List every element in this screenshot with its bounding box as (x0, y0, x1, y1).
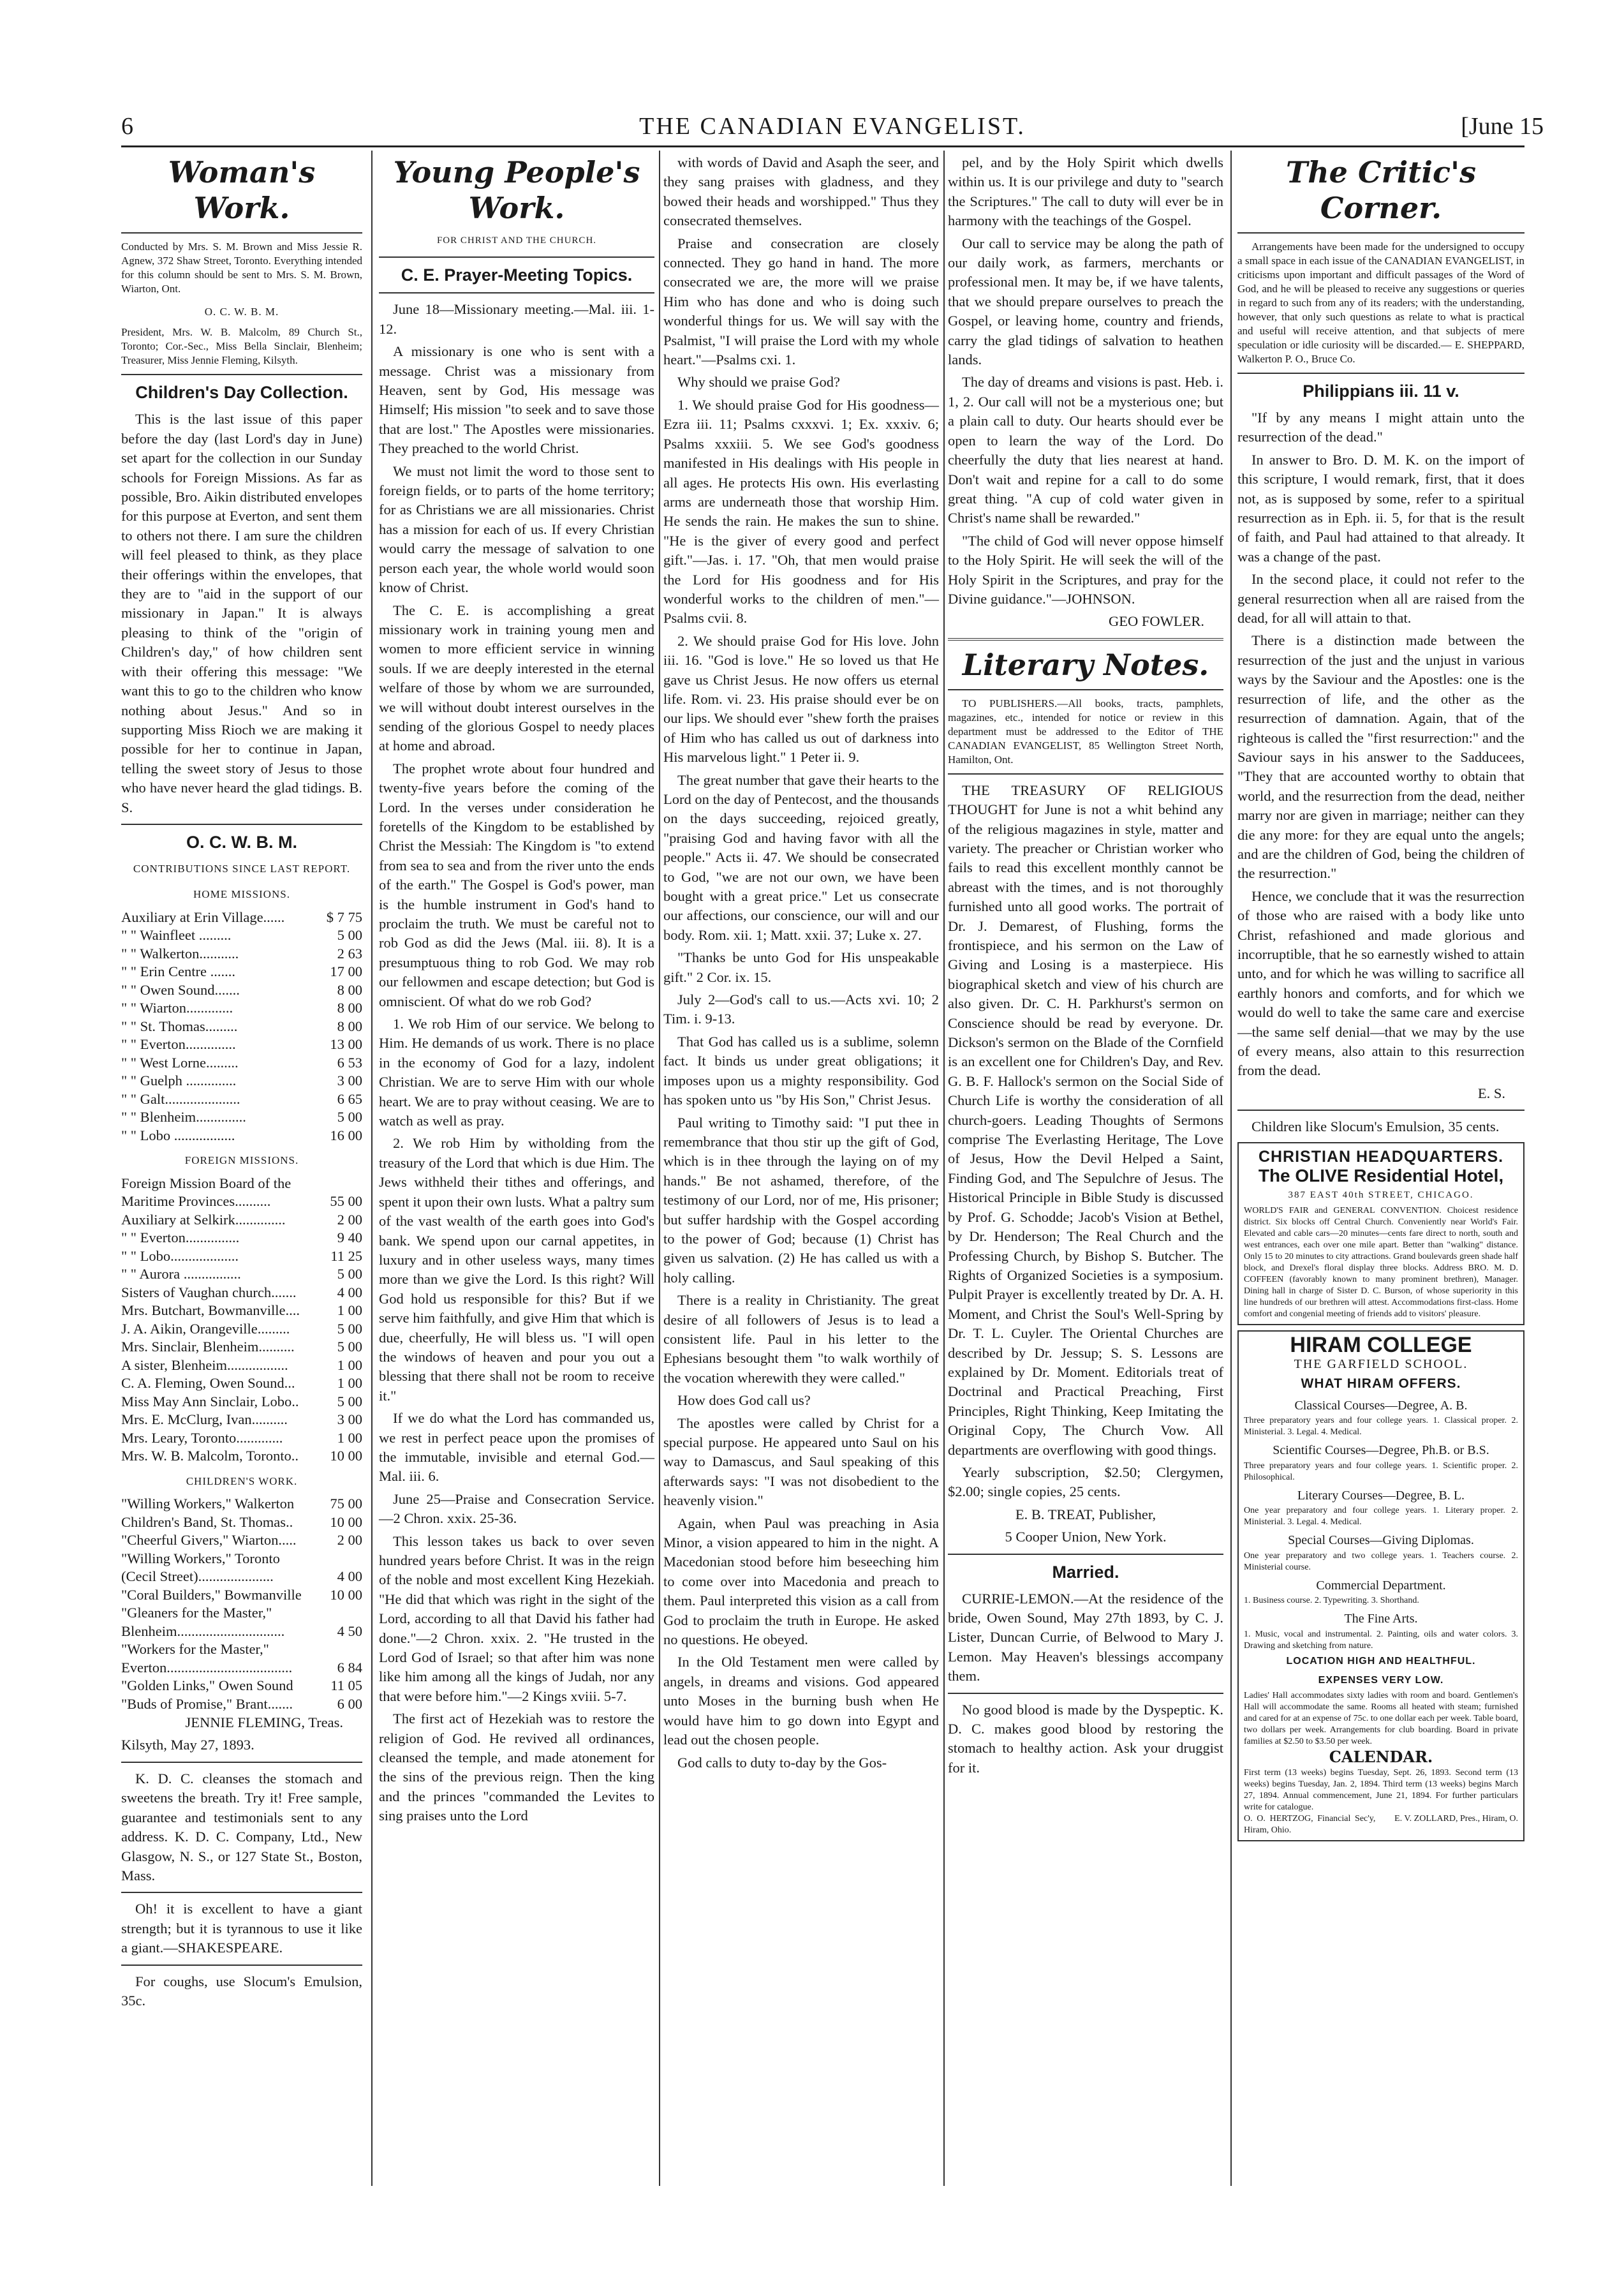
paragraph: 2. We rob Him by witholding from the treasury of the Lord that which is due Him. The Jews withheld their tithes and offerings, and spent it upon their own lusts. What a paltry sum of the vast wealth of the earth goes into God's bank. We spend upon our carnal appetites, in luxury and in other useless ways, many times more than we give the Lord. Is this right? Will God hold us responsible for this? But if we serve him faithfully, and give Him that which is due, cheerfully, He will bless us. "I will open the windows of heaven and pour you out a blessing that there shall not be room to receive it." (379, 1135, 654, 1404)
foreign-missions-table (121, 1175, 362, 1466)
page-header (121, 107, 1544, 140)
row-label: "Buds of Promise," Brant....... (121, 1695, 293, 1712)
married-title: Married. (1052, 1562, 1119, 1582)
row-label: Mrs. E. McClurg, Ivan.......... (121, 1411, 288, 1428)
divider (1237, 232, 1524, 234)
row-label: " " Guelph .............. (121, 1073, 237, 1089)
row-amount: 11 25 (330, 1247, 362, 1264)
paragraph: THE TREASURY OF RELIGIOUS THOUGHT for June is not a whit behind any of the religious magazines in style, matter and variety. The preacher or Christian worker who fails to read this excellent monthly cannot be abreast with the times, and is not thoroughly furnished unto all good works. The portrait of Dr. J. Demarest, of Flushing, forms the frontispiece, and his sermon on the Law of Giving and Losing is a masterpiece. His biographical sketch and view of his church are also given. Dr. C. H. Parkhurst's sermon on Conscience should be read by everyone. Dr. Dickson's sermon on the Blade of the Cornfield is an excellent one for Children's Day, and Rev. G. B. F. Hallock's sermon on the Social Side of Church Life is worthy the consideration of all church-goers. Leading Thoughts of Sermons comprise The Everlasting Heritage, The Love of Jesus, How the Devil Helped a Saint, Finding God, and The Sepulchre of Jesus. The Historical Principle in Bible Study is discussed by Prof. G. Schodde; Jacob's Vision at Bethel, by Dr. Henderson; The Real Church and the Professing Church, by Bishop S. Butcher. The Rights of Organized Societies is a symposium. Pulpit Prayer is excellently treated by Dr. A. H. Moment, and Christ the Soul's Well-Spring by Dr. T. L. Cuyler. The Oriental Churches are described by Dr. Jessup; S. S. Lessons are explained by Dr. Moment. Editorials treat of Doctrinal and Practical Preaching, First Principles, Right Thinking, Keep Imitating the Original Copy, The Church Vow. All departments are overflowing with good things. (948, 782, 1223, 1458)
table-row (121, 981, 362, 1000)
paragraph: The C. E. is accomplishing a great missionary work in training young men and women to more efficient service in winning souls. If we are deeply interested in the eternal welfare of those by whom we are surrounded, we will without doubt interest ourselves in the sending of the glorious Gospel to needy places at home and abroad. (379, 602, 654, 754)
section-title-womans-work: Woman's Work. (168, 155, 316, 225)
article-body (379, 300, 654, 1825)
paragraph: A missionary is one who is sent with a message. Christ was a missionary from Heaven, sent by God, His message was Himself; His mission "to seek and to save those that are lost." The Apostles were missionaries. They preached to the world Christ. (379, 343, 654, 457)
section-title-literary-notes: Literary Notes. (962, 647, 1209, 682)
row-label: Mrs. Leary, Toronto............. (121, 1429, 283, 1446)
slocum-notice: Children like Slocum's Emulsion, 35 cents. (1251, 1118, 1500, 1135)
table-row (121, 1302, 362, 1320)
paragraph: In the Old Testament men were called by angels, in dreams and visions. God appeared unto Moses in the burning bush when He would have him to go down into Egypt and lead out the chosen people. (663, 1654, 939, 1748)
table-row (121, 1338, 362, 1356)
row-amount: 8 00 (337, 981, 362, 998)
row-label: " " Galt..................... (121, 1090, 240, 1107)
hiram-college-ad (1237, 1330, 1524, 1841)
table-row (121, 1623, 362, 1641)
paragraph: June 25—Praise and Consecration Service.—2 Chron. xxix. 25-36. (379, 1490, 654, 1527)
row-label: "Willing Workers," Toronto (121, 1550, 280, 1566)
row-amount: 5 00 (337, 1339, 362, 1355)
paragraph: The great number that gave their hearts to the Lord on the day of Pentecost, and the thousands on the days succeeding, rejoiced greatly, "praising God and having favor with all the people." Acts ii. 47. We should be consecrated to God, "we are not our own, we have been bought with a great price." Let us consecrate our affections, our conscience, our will and our body. Rom. xii. 1; Matt. xxii. 37; Luke x. 27. (663, 771, 939, 943)
officers-list: President, Mrs. W. B. Malcolm, 89 Church St., Toronto; Cor.-Sec., Miss Bella Sinclair, Blenheim; Treasurer, Miss Jennie Fleming, Kilsyth. (121, 326, 362, 367)
divider (121, 1965, 362, 1966)
literary-notes-body (948, 781, 1223, 1502)
dyspeptic-ad: No good blood is made by the Dyspeptic. K. D. C. makes good blood by restoring the stomach to healthy action. Ask your druggist for it. (948, 1701, 1223, 1776)
paragraph: The day of dreams and visions is past. Heb. i. 1, 2. Our call will not be a mysterious one; but a plain call to duty. Our hearts should ever be open to learn the way of the Lord. Do cheerfully the duty that lies nearest at hand. Don't wait and repine for a call to do some great thing. "A cup of cold water given in Christ's name shall be rewarded." (948, 374, 1223, 526)
row-label: Auxiliary at Selkirk.............. (121, 1211, 286, 1228)
divider (1237, 1110, 1524, 1111)
table-row (121, 999, 362, 1018)
column-four (948, 153, 1223, 1781)
divider (948, 1554, 1223, 1555)
childrens-work-heading: CHILDREN'S WORK. (186, 1475, 298, 1487)
table-row (121, 1429, 362, 1448)
row-label: " " St. Thomas......... (121, 1018, 238, 1034)
scientific-course: Scientific Courses—Degree, Ph.B. or B.S. (1273, 1443, 1489, 1458)
paragraph: In answer to Bro. D. M. K. on the import of this scripture, I would remark, first, that it does not, as is supposed by some, refer to a spiritual resurrection as in Eph. ii. 5, for that is the result of faith, and Paul had attained to that already. It was a change of the past. (1237, 451, 1524, 565)
literary-course: Literary Courses—Degree, B. L. (1297, 1488, 1465, 1503)
paragraph: God calls to duty to-day by the Gos- (677, 1754, 887, 1771)
commercial-department: Commercial Department. (1316, 1578, 1446, 1593)
column-critics-corner (1237, 153, 1524, 1841)
hotel-address: 387 EAST 40th STREET, CHICAGO. (1288, 1190, 1474, 1201)
paragraph: 1. We should praise God for His goodness—Ezra iii. 11; Psalms cxxxvi. 1; Ex. xxxiv. 6; Psalms xxxiii. 5. We see God's goodness manifested in His dealings with His people in all ages. He protects His own. His everlasting arms are underneath those that worship Him. He sends the rain. He makes the sun to shine. "He is the giver of every good and perfect gift."—Jas. i. 17. "Oh, that men would praise the Lord for His goodness and for His wonderful works to the children of men."—Psalms cvii. 8. (663, 396, 939, 627)
row-amount: 6 84 (337, 1659, 362, 1675)
paragraph: Our call to service may be along the path of our daily work, as farmers, merchants or professional men. It may be, if we have talents, that we should prepare ourselves to preach the Gospel, or leaving home, country and friends, carry the glad tidings of salvation to heathen lands. (948, 235, 1223, 368)
offers-heading: WHAT HIRAM OFFERS. (1301, 1376, 1461, 1391)
financial-secretary: O. O. HERTZOG, Financial Sec'y, Hiram, Ohio. (1244, 1813, 1376, 1835)
table-row (121, 1640, 362, 1659)
row-amount: 55 00 (330, 1193, 362, 1210)
marriage-notice: CURRIE-LEMON.—At the residence of the bride, Owen Sound, May 27th 1893, by C. J. Lister, Duncan Currie, of Belwood to Mary J. Lemon. May Heaven's blessings accompany them. (948, 1590, 1223, 1684)
table-row (121, 1586, 362, 1605)
conductors-note: Conducted by Mrs. S. M. Brown and Miss Jessie R. Agnew, 372 Shaw Street, Toronto. Everything intended for this column should be sent to Mrs. S. M. Brown, Wiarton, Ont. (121, 241, 362, 295)
critics-heading: Philippians iii. 11 v. (1303, 382, 1459, 401)
row-label: " " Everton............... (121, 1229, 240, 1246)
divider (379, 292, 654, 293)
literary-detail: One year preparatory and four college years. 1. Literary proper. 2. Ministerial. 3. Legal. 4. Medical. (1244, 1506, 1518, 1527)
row-amount: 2 00 (337, 1211, 362, 1228)
row-amount: 16 00 (330, 1127, 362, 1143)
expenses-line: EXPENSES VERY LOW. (1318, 1674, 1444, 1686)
olive-hotel-ad (1237, 1142, 1524, 1325)
table-row (121, 1036, 362, 1054)
paragraph: 2. We should praise God for His love. John iii. 16. "God is love." He so loved us that He gave us Christ Jesus. He now offers us eternal life. Rom. vi. 23. His praise should ever be on our lips. We should ever "shew forth the praises of Him who has called us out of darkness into His marvelous light." 1 Peter ii. 9. (663, 632, 939, 766)
special-detail: One year preparatory and two college years. 1. Teachers course. 2. Ministerial course. (1244, 1550, 1518, 1572)
column-three (663, 153, 939, 1776)
row-label: " " Blenheim.............. (121, 1109, 246, 1125)
table-row (121, 1447, 362, 1466)
column-divider (371, 151, 373, 2186)
table-row (121, 1604, 362, 1623)
column-divider (943, 151, 945, 2186)
article-body (948, 153, 1223, 609)
paragraph: There is a reality in Christianity. The great desire of all followers of Jesus is to lead a consistent life. Paul in his letter to the Ephesians besought them "to walk worthily of the vocation wherewith they were called." (663, 1292, 939, 1386)
table-row (121, 1211, 362, 1229)
row-label: Blenheim.............................. (121, 1623, 285, 1639)
divider (948, 773, 1223, 775)
table-row (121, 1108, 362, 1127)
row-amount: 75 00 (330, 1496, 362, 1512)
paragraph: July 2—God's call to us.—Acts xvi. 10; 2 Tim. i. 9-13. (663, 992, 939, 1027)
table-row (121, 945, 362, 963)
table-row (121, 1659, 362, 1677)
publishers-note: TO PUBLISHERS.—All books, tracts, pamphlets, magazines, etc., intended for notice or review in this department must be addressed to the Editor of THE CANADIAN EVANGELIST, 85 Wellington Street North, Hamilton, Ont. (948, 697, 1223, 766)
paragraph: The prophet wrote about four hundred and twenty-five years before the coming of the Lord. In the verses under consideration he foretells of the Kingdom to be established by Christ the Messiah: The Kingdom is "to extend from sea to sea and from the river unto the ends of the earth." The Gospel is God's power, man is the humble instrument in God's hand to proclaim the truth. We must be careful not to rob God as did the Jews (Mal. iii. 8). It is a presumptuous thing to rob God. We may rob our fellowmen and escape detection; but God is omniscient. Of what do we rob God? (379, 760, 654, 1009)
row-label: Children's Band, St. Thomas.. (121, 1513, 293, 1530)
calendar-heading: CALENDAR. (1329, 1748, 1433, 1767)
row-label: "Willing Workers," Walkerton (121, 1496, 295, 1512)
hotel-name: The OLIVE Residential Hotel, (1258, 1166, 1504, 1186)
critics-intro: Arrangements have been made for the undersigned to occupy a small space in each issue of the CANADIAN EVANGELIST, in criticisms upon important and difficult passages of the Word of God, and he will be pleased to receive any suggestions or queries in regard to such from any of its readers; with the understanding, however, that only such questions as relate to what is practical and useful will receive attention, and that subjects of mere speculation or idle curiosity will be discarded.— E. SHEPPARD, Walkerton P. O., Bruce Co. (1237, 241, 1524, 365)
row-label: "Coral Builders," Bowmanville (121, 1586, 302, 1603)
row-amount: 10 00 (330, 1448, 362, 1464)
paragraph: June 18—Missionary meeting.—Mal. iii. 1-12. (379, 301, 654, 337)
row-amount: 8 00 (337, 1000, 362, 1016)
row-amount: 10 00 (330, 1513, 362, 1530)
table-row (121, 1247, 362, 1266)
society-name: O. C. W. B. M. (204, 306, 279, 318)
article-body (1237, 408, 1524, 1081)
table-row (121, 1495, 362, 1513)
column-womans-work (121, 153, 362, 2014)
table-row (121, 1320, 362, 1339)
table-row (121, 1090, 362, 1109)
report-title: O. C. W. B. M. (186, 832, 297, 852)
report-subtitle: CONTRIBUTIONS SINCE LAST REPORT. (133, 862, 351, 875)
row-label: J. A. Aikin, Orangeville......... (121, 1320, 290, 1337)
row-amount: 4 00 (337, 1568, 362, 1585)
table-row (121, 1265, 362, 1284)
table-row (121, 1072, 362, 1090)
paragraph: There is a distinction made between the resurrection of the just and the unjust in various ways by the Saviour and the Apostles: one is the resurrection of life, and the other as the resurrection of damnation. Again, that of the righteous is called the "first resurrection:" and the Saviour says in his answer to the Sadducees, "They that are accounted worthy to obtain that world, and the resurrection from the dead, neither marry nor are given in marriage; neither can they die any more: for they are equal unto the angels; and are the children of God, being the children of the resurrection." (1237, 632, 1524, 882)
row-amount: 5 00 (337, 1109, 362, 1125)
scientific-detail: Three preparatory years and four college years. 1. Scientific proper. 2. Philosophical. (1244, 1460, 1518, 1482)
row-label: Mrs. W. B. Malcolm, Toronto.. (121, 1448, 299, 1464)
row-amount: 3 00 (337, 1073, 362, 1089)
table-row (121, 1127, 362, 1145)
row-label: "Gleaners for the Master," (121, 1605, 272, 1621)
row-label: " " Lobo................... (121, 1247, 239, 1264)
table-row (121, 1695, 362, 1714)
newspaper-title: THE CANADIAN EVANGELIST. (639, 113, 1026, 140)
divider (948, 1693, 1223, 1694)
row-amount: 13 00 (330, 1036, 362, 1053)
divider (121, 232, 362, 234)
row-amount: 2 00 (337, 1532, 362, 1549)
row-amount: 2 63 (337, 945, 362, 962)
shakespeare-quote: Oh! it is excellent to have a giant strength; but it is tyrannous to use it like a giant.—SHAKESPEARE. (121, 1901, 362, 1956)
row-label: "Cheerful Givers," Wiarton..... (121, 1532, 297, 1549)
classical-course: Classical Courses—Degree, A. B. (1294, 1399, 1468, 1413)
table-row (121, 1018, 362, 1036)
table-row (121, 926, 362, 945)
hotel-ad-body: WORLD'S FAIR and GENERAL CONVENTION. Choicest residence district. Six blocks off Central Church. Conveniently near World's Fair. Elevated and cable cars—20 minutes—cents fare direct to north, south and west entrances, each over one mile apart. Better than "walking" distance. Only 15 to 20 minutes to city attractions. Grand boulevards green shade half block, and Drexel's floral display three blocks. Address BRO. M. D. COFFEEN (favorably known to many prominent brethren), Manager. Dining hall in charge of Sister D. C. Burson, of whose superiority in this line hundreds of our brethren will attest. Accommodations first-class. Home comfort and congenial meeting of friends add to visitors' pleasure. (1244, 1205, 1518, 1319)
row-label: "Workers for the Master," (121, 1641, 269, 1658)
row-amount: 6 65 (337, 1090, 362, 1107)
table-row (121, 1284, 362, 1302)
paragraph: "If by any means I might attain unto the resurrection of the dead." (1237, 410, 1524, 445)
paragraph: pel, and by the Holy Spirit which dwells within us. It is our privilege and duty to "search the Scriptures." The call to duty will ever be in harmony with the teachings of the Gospel. (948, 154, 1223, 229)
row-label: (Cecil Street)..................... (121, 1568, 274, 1585)
divider (948, 638, 1223, 641)
special-course: Special Courses—Giving Diplomas. (1288, 1533, 1474, 1548)
publisher-name: E. B. TREAT, Publisher, (1015, 1506, 1156, 1522)
row-amount: 17 00 (330, 963, 362, 980)
table-row (121, 1568, 362, 1586)
paragraph: Praise and consecration are closely connected. They go hand in hand. The more consecrated we are, the more will we praise Him who has done and who is doing such wonderful things for us. We will say with the Psalmist, "I will praise the Lord with my whole heart."—Psalms cxi. 1. (663, 235, 939, 368)
row-label: "Golden Links," Owen Sound (121, 1677, 293, 1694)
row-amount: 6 00 (337, 1695, 362, 1712)
table-row (121, 1550, 362, 1568)
article-body: This is the last issue of this paper before the day (last Lord's day in June) set apart for the collection in our Sunday schools for Foreign Missions. As far as possible, Bro. Aikin distributed envelopes for this purpose at Everton, and sent them to others not there. I am sure the children will feel pleased to think, as they place their offerings within the envelopes, that they are to "aid in the support of our missionary in Japan." It is always pleasing to think of the "origin of Children's day," of how children sent with their offering this message: "We want this to go to the children who know nothing about Jesus." And so in supporting Miss Rioch we are making it possible for her to continue in Japan, telling the sweet story of Jesus to those who have never heard the glad tidings. B. S. (121, 411, 362, 815)
publisher-address: 5 Cooper Union, New York. (1005, 1529, 1167, 1545)
row-amount: 6 53 (337, 1054, 362, 1071)
paragraph: "Thanks be unto God for His unspeakable gift." 2 Cor. ix. 15. (663, 949, 939, 985)
row-label: " " Everton.............. (121, 1036, 236, 1053)
critic-signature: E. S. (1477, 1085, 1505, 1101)
paragraph: Again, when Paul was preaching in Asia Minor, a vision appeared to him in the night. A Macedonian stood before him beseeching him to come over into Macedonia and preach to them. Paul interpreted this vision as a call from God to proclaim the truth in Europe. He asked no questions. He obeyed. (663, 1515, 939, 1648)
paragraph: "The child of God will never oppose himself to the Holy Spirit. He will seek the will of the Holy Spirit in the Scriptures, and pray for the Divine guidance."—JOHNSON. (948, 532, 1223, 607)
calendar-detail: First term (13 weeks) begins Tuesday, Sept. 26, 1893. Second term (13 weeks) begins Tuesday, Jan. 2, 1894. Third term (13 weeks) begins March 27, 1894. Annual commencement, June 21, 1894. For further particulars write for catalogue. (1244, 1767, 1518, 1812)
paragraph: This lesson takes us back to over seven hundred years before Christ. It was in the reign of the noble and most excellent King Hezekiah. "He did that which was right in the sight of the Lord, according to all that David his father had done."—2 Chron. xxix. 2. "He trusted in the Lord God of Israel; so that after him was none like him among all the kings of Judah, nor any that were before him."—2 Kings xviii. 5-7. (379, 1533, 654, 1704)
row-label: " " Owen Sound....... (121, 981, 240, 998)
childrens-work-table (121, 1495, 362, 1713)
foreign-missions-heading: FOREIGN MISSIONS. (184, 1154, 299, 1167)
table-row (121, 1411, 362, 1429)
article-title: Children's Day Collection. (135, 383, 348, 403)
row-amount: 1 00 (337, 1356, 362, 1373)
article-body (663, 153, 939, 1772)
paragraph: If we do what the Lord has commanded us, we rest in perfect peace upon the promises of the immutable, invisible and eternal God.—Mal. iii. 6. (379, 1410, 654, 1485)
paragraph: The apostles were called by Christ for a special purpose. He appeared unto Saul on his way to Damascus, and Saul speaking of this afterwards says: "I was not disobedient to the heavenly vision." (663, 1415, 939, 1509)
row-amount: 4 00 (337, 1284, 362, 1300)
row-label: Sisters of Vaughan church....... (121, 1284, 297, 1300)
divider (121, 1892, 362, 1893)
paragraph: Hence, we conclude that it was the resurrection of those who are raised with a body like unto Christ, refashioned and made glorious and incorruptible, that he so earnestly wished to attain unto, and for which he was willing to sacrifice all earthly honors and comforts, and for which we would do well to take the same care and exercise —the same self denial—that we may by the use of every means, also attain to this resurrection from the dead. (1237, 888, 1524, 1079)
row-label: " " Wainfleet ......... (121, 927, 232, 944)
home-missions-table (121, 909, 362, 1145)
paragraph: We must not limit the word to those sent to foreign fields, or to parts of the home territory; for as Christians we are all missionaries. Christ has a mission for each of us. If every Christian would carry the message of salvation to one person each year, the whole world would soon know of Christ. (379, 463, 654, 596)
table-row (121, 1531, 362, 1550)
row-amount: 5 00 (337, 1320, 362, 1337)
table-row (121, 1513, 362, 1532)
row-label: C. A. Fleming, Owen Sound... (121, 1375, 295, 1392)
commercial-detail: 1. Business course. 2. Typewriting. 3. Shorthand. (1244, 1596, 1419, 1606)
college-name: HIRAM COLLEGE (1290, 1332, 1472, 1357)
divider (121, 374, 362, 375)
row-label: " " Walkerton........... (121, 945, 239, 962)
row-amount: 8 00 (337, 1018, 362, 1034)
paragraph: Yearly subscription, $2.50; Clergymen, $2.00; single copies, 25 cents. (948, 1464, 1223, 1500)
fine-arts-detail: 1. Music, vocal and instrumental. 2. Painting, oils and water colors. 3. Drawing and sketching from nature. (1244, 1629, 1518, 1651)
president: E. V. ZOLLARD, Pres., Hiram, O. (1394, 1813, 1518, 1824)
table-row (121, 1192, 362, 1211)
college-subtitle: THE GARFIELD SCHOOL. (1294, 1357, 1468, 1372)
paragraph: How does God call us? (677, 1392, 811, 1409)
topics-title: C. E. Prayer-Meeting Topics. (401, 265, 633, 285)
paragraph: Paul writing to Timothy said: "I put thee in remembrance that thou stir up the gift of God, which is in thee through the laying on of my hands." Be not ashamed, therefore, of the testimony of our Lord, nor of me, His prisoner; but suffer hardship with the Gospel according to the power of God; because (1) Christ has given us salvation. (2) He has called us with a holy calling. (663, 1114, 939, 1286)
table-row (121, 963, 362, 981)
column-young-peoples-work (379, 153, 654, 1829)
header-rule (121, 145, 1524, 147)
row-amount: 1 00 (337, 1429, 362, 1446)
table-row (121, 1175, 362, 1193)
home-missions-heading: HOME MISSIONS. (193, 888, 290, 901)
row-amount: 5 00 (337, 1393, 362, 1409)
divider (948, 689, 1223, 690)
board-detail: Ladies' Hall accommodates sixty ladies with room and board. Gentlemen's Hall will accommodate the same. Rooms all heated with steam; furnished and cared for at an expense of 75c. to one dollar each per week. Table board, two dollars per week. Arrangements for club boarding. Board in private families at $2.50 to $3.50 per week. (1244, 1691, 1518, 1747)
row-label: " " Lobo ................. (121, 1127, 235, 1143)
table-row (121, 909, 362, 927)
paragraph: Why should we praise God? (677, 374, 840, 390)
row-amount: 3 00 (337, 1411, 362, 1428)
row-amount: 5 00 (337, 927, 362, 944)
row-amount: 1 00 (337, 1302, 362, 1319)
paragraph: In the second place, it could not refer to the general resurrection when all are raised from the dead, for all will attain to that. (1237, 571, 1524, 627)
table-row (121, 1054, 362, 1073)
row-label: A sister, Blenheim................. (121, 1356, 288, 1373)
row-amount: 9 40 (337, 1229, 362, 1246)
row-amount: 10 00 (330, 1586, 362, 1603)
row-amount: 1 00 (337, 1375, 362, 1392)
row-label: Mrs. Butchart, Bowmanville.... (121, 1302, 300, 1319)
table-row (121, 1677, 362, 1695)
location-line: LOCATION HIGH AND HEALTHFUL. (1286, 1655, 1476, 1667)
divider (121, 1762, 362, 1763)
slocum-notice: For coughs, use Slocum's Emulsion, 35c. (121, 1973, 362, 2009)
row-label: Miss May Ann Sinclair, Lobo.. (121, 1393, 299, 1409)
section-title-young-peoples-work: Young People's Work. (393, 155, 640, 225)
page-number: 6 (121, 113, 133, 140)
ad-signatures (1244, 1813, 1518, 1836)
row-label: Mrs. Sinclair, Blenheim.......... (121, 1339, 295, 1355)
paragraph: The first act of Hezekiah was to restore the religion of God. He revived all ordinances, cleansed the temple, and made atonement for the sins of the previous reign. Then the king and the princes "commanded the Levites to sing praises unto the Lord (379, 1711, 654, 1824)
table-row (121, 1229, 362, 1247)
row-label: " " West Lorne......... (121, 1054, 239, 1071)
fine-arts: The Fine Arts. (1344, 1612, 1418, 1626)
row-label: " " Aurora ................ (121, 1266, 241, 1282)
row-amount: 4 50 (337, 1623, 362, 1639)
divider (1237, 373, 1524, 374)
paragraph: That God has called us is a sublime, solemn fact. It binds us under great obligations; it imposes upon us a mighty responsibility. God has spoken unto us "by His Son," Christ Jesus. (663, 1033, 939, 1108)
row-label: " " Wiarton............. (121, 1000, 233, 1016)
kdc-advertisement: K. D. C. cleanses the stomach and sweetens the breath. Try it! Free sample, guarantee and testimonials sent to any address. K. D. C. Company, Ltd., New Glasgow, N. S., or 127 State St., Boston, Mass. (121, 1770, 362, 1883)
row-amount: 11 05 (330, 1677, 362, 1694)
row-amount: $ 7 75 (326, 909, 362, 925)
issue-date: [June 15 (1461, 113, 1544, 140)
row-label: " " Erin Centre ....... (121, 963, 235, 980)
row-label: Auxiliary at Erin Village...... (121, 909, 285, 925)
divider (121, 824, 362, 825)
table-row (121, 1356, 362, 1375)
place-date: Kilsyth, May 27, 1893. (121, 1737, 255, 1753)
row-label: Maritime Provinces.......... (121, 1193, 271, 1210)
divider (379, 256, 654, 258)
ad-title: CHRISTIAN HEADQUARTERS. (1258, 1147, 1504, 1166)
row-label: Everton................................... (121, 1659, 293, 1675)
classical-detail: Three preparatory years and four college years. 1. Classical proper. 2. Ministerial. 3. Legal. 4. Medical. (1244, 1416, 1518, 1437)
table-row (121, 1374, 362, 1393)
table-row (121, 1393, 362, 1411)
row-label: Foreign Mission Board of the (121, 1175, 292, 1191)
column-divider (1230, 151, 1232, 2186)
paragraph: 1. We rob Him of our service. We belong to Him. He demands of us work. There is no place in the economy of God for a lazy, indolent Christian. We are to serve Him with our whole heart. We are to pray without ceasing. We are to watch as well as pray. (379, 1016, 654, 1129)
section-subtitle: FOR CHRIST AND THE CHURCH. (436, 235, 597, 246)
treasurer-signature: JENNIE FLEMING, Treas. (185, 1714, 343, 1731)
row-amount: 5 00 (337, 1266, 362, 1282)
section-title-critics-corner: The Critic's Corner. (1286, 155, 1476, 225)
paragraph: with words of David and Asaph the seer, and they sang praises with gladness, and they bowed their heads and worshipped." Thus they consecrated themselves. (663, 154, 939, 229)
author-signature: GEO FOWLER. (1109, 613, 1204, 630)
column-divider (659, 151, 660, 2186)
